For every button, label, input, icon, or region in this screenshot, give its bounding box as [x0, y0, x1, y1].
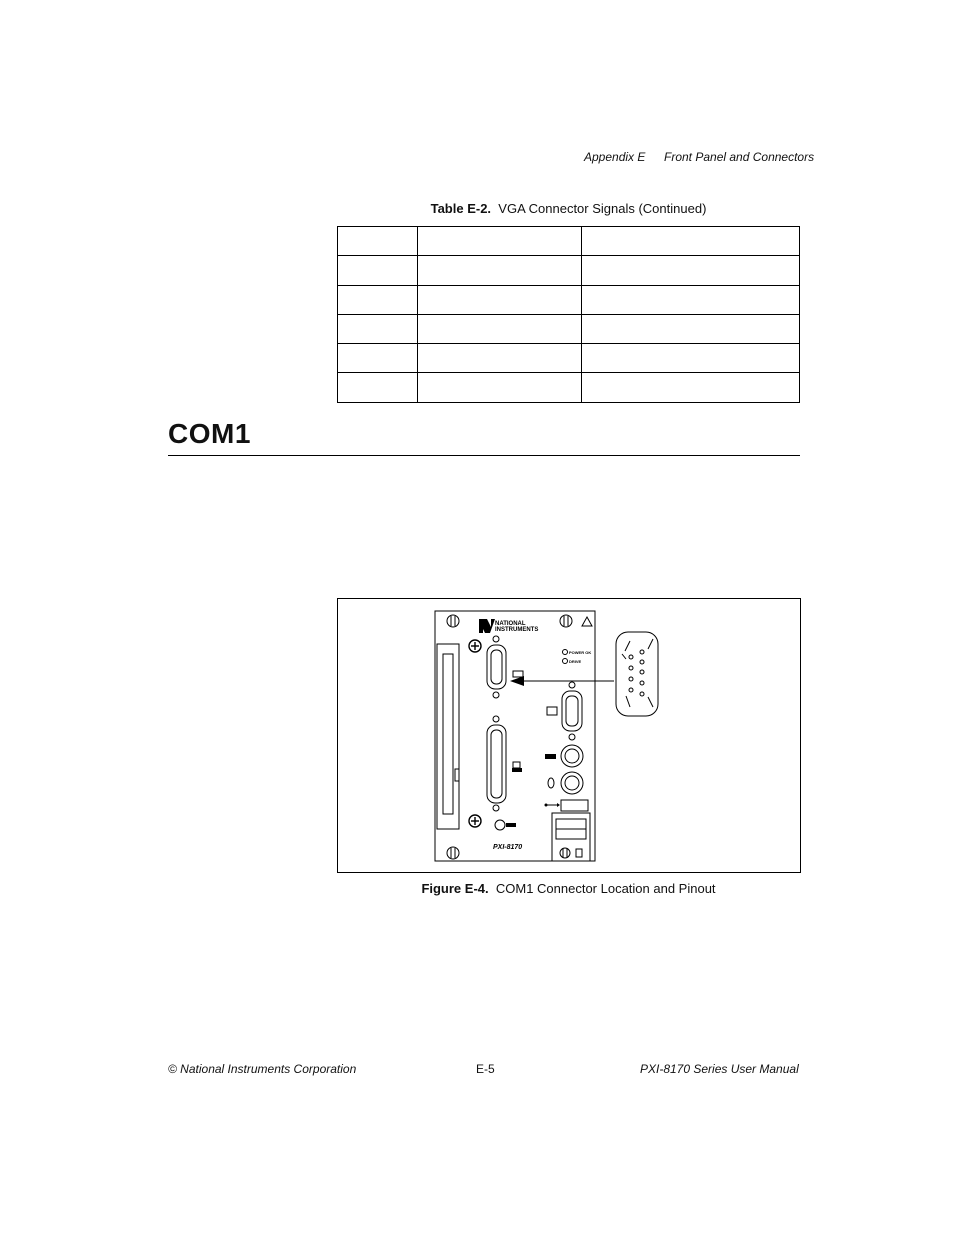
table-row	[338, 314, 800, 343]
table-cell	[338, 227, 418, 256]
svg-text:INSTRUMENTS: INSTRUMENTS	[495, 627, 539, 633]
svg-text:NATIONAL: NATIONAL	[495, 621, 526, 627]
table-caption-text: VGA Connector Signals (Continued)	[498, 201, 707, 216]
table-cell	[338, 314, 418, 343]
usb-port	[561, 800, 588, 811]
table-row	[338, 285, 800, 314]
table-cell	[417, 314, 582, 343]
footer-manual-title: PXI-8170 Series User Manual	[640, 1062, 799, 1076]
table-row	[338, 227, 800, 256]
table-row	[338, 373, 800, 402]
table-cell	[338, 344, 418, 373]
table-caption-label: Table E-2.	[430, 201, 492, 216]
ethernet-module	[552, 813, 590, 861]
table-cell	[582, 373, 800, 402]
vga-signals-table	[337, 226, 800, 403]
db9-pinout-diagram	[616, 632, 658, 716]
table-cell	[582, 314, 800, 343]
table-cell	[582, 344, 800, 373]
figure-caption	[337, 881, 800, 896]
table-row	[338, 344, 800, 373]
footer-copyright: © National Instruments Corporation	[168, 1062, 357, 1076]
running-header-section: Front Panel and Connectors	[664, 150, 815, 164]
table-cell	[338, 285, 418, 314]
table-cell	[417, 227, 582, 256]
section-title: COM1	[168, 418, 251, 449]
svg-text:POWER OK: POWER OK	[569, 650, 592, 655]
table-cell	[417, 285, 582, 314]
svg-text:DRIVE: DRIVE	[569, 659, 582, 664]
table-caption	[337, 201, 800, 216]
table-cell	[417, 373, 582, 402]
parallel-port-connector	[487, 716, 506, 811]
running-header-appendix: Appendix E	[584, 150, 646, 164]
table-cell	[582, 227, 800, 256]
footer-page-number: E-5	[476, 1062, 495, 1076]
table-cell	[338, 256, 418, 285]
model-label: PXI-8170	[493, 844, 523, 851]
keyboard-icon	[545, 754, 556, 759]
table-cell	[582, 285, 800, 314]
table-cell	[582, 256, 800, 285]
table-row	[338, 256, 800, 285]
table-cell	[338, 373, 418, 402]
figure-caption-text: COM1 Connector Location and Pinout	[495, 881, 716, 896]
front-panel-diagram	[338, 599, 800, 872]
figure-frame	[337, 598, 801, 873]
figure-caption-label: Figure E-4.	[421, 881, 489, 896]
table-cell	[417, 344, 582, 373]
section-rule	[168, 455, 800, 456]
table-cell	[417, 256, 582, 285]
